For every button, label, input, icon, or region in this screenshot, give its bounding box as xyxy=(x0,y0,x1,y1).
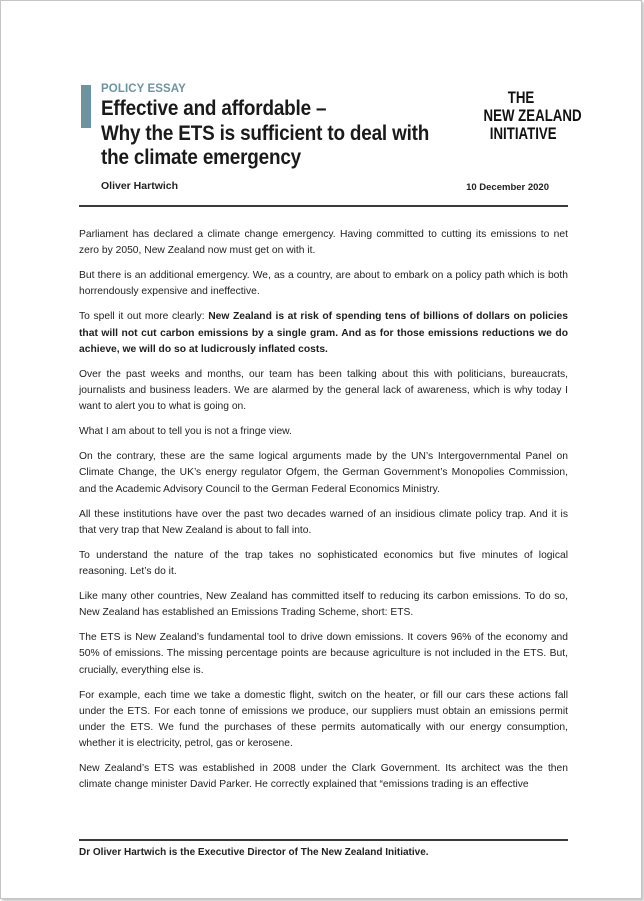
paragraph: Like many other countries, New Zealand has committed itself to reducing its carbon emissions. To do so, New Zealand has established an Emissions Trading Scheme, short: ETS. xyxy=(79,591,568,619)
title-line-1: Effective and affordable – xyxy=(101,97,327,120)
logo-line-3: INITIATIVE xyxy=(489,124,557,143)
paragraph: But there is an additional emergency. We, as a country, are about to embark on a policy path which is both horrendously expensive and ineffective. xyxy=(79,270,568,298)
paragraph: The ETS is New Zealand’s fundamental tool to drive down emissions. It covers 96% of the economy and 50% of emissions. The missing percentage points are because agriculture is not included in the ETS. But, crucially, everything else is. xyxy=(79,632,568,676)
paragraph: Parliament has declared a climate change emergency. Having committed to cutting its emissions to net zero by 2050, New Zealand now must get on with it. xyxy=(79,229,568,257)
publication-date: 10 December 2020 xyxy=(466,182,549,193)
logo-line-2: NEW ZEALAND xyxy=(483,106,582,125)
paragraph xyxy=(79,309,568,358)
essay-category: POLICY ESSAY xyxy=(101,83,186,95)
paragraph: For example, each time we take a domestic flight, switch on the heater, or fill our cars these actions fall under the ETS. For each tonne of emissions we produce, our suppliers must obtain an emissions permit under the ETS. We fund the purchases of these permits automatically with our energy consumption, whether it is electricity, petrol, gas or kerosene. xyxy=(79,689,568,750)
title-line-2: Why the ETS is sufficient to deal with xyxy=(101,121,430,145)
paragraph: What I am about to tell you is not a fringe view. xyxy=(79,426,292,438)
paragraph: To understand the nature of the trap takes no sophisticated economics but five minutes of logical reasoning. Let’s do it. xyxy=(79,549,568,578)
paragraph: On the contrary, these are the same logical arguments made by the UN’s Intergovernmental Panel on Climate Change, the UK’s energy regulator Ofgem, the German Government’s Monopolies Commission, and the Academic Advisory Council to the German Federal Economics Ministry. xyxy=(79,451,568,495)
footer-divider xyxy=(79,839,568,841)
header-divider xyxy=(79,205,568,207)
page-title xyxy=(101,97,443,171)
accent-bar xyxy=(81,85,91,128)
paragraph: Over the past weeks and months, our team has been talking about this with politicians, bureaucrats, journalists and business leaders. We are alarmed by the general lack of awareness, which is why today I want to alert you to what is going on. xyxy=(79,368,568,413)
essay-body xyxy=(79,227,568,802)
logo-line-1: THE xyxy=(507,88,535,107)
paragraph: New Zealand’s ETS was established in 2008 under the Clark Government. Its architect was the then climate change minister David Parker. He correctly explained that “emissions trading is an effective xyxy=(79,763,568,791)
paragraph-lead: To spell it out more clearly: xyxy=(79,311,209,323)
nz-initiative-logo xyxy=(483,88,582,143)
author-bio-note: Dr Oliver Hartwich is the Executive Director of The New Zealand Initiative. xyxy=(79,847,429,858)
author-name: Oliver Hartwich xyxy=(101,180,179,192)
title-line-3: the climate emergency xyxy=(101,146,302,169)
paragraph: All these institutions have over the past two decades warned of an insidious climate policy trap. And it is that very trap that New Zealand is about to fall into. xyxy=(79,508,568,536)
bold-sentence: New Zealand is at risk of spending tens of billions of dollars on policies that will not cut carbon emissions by a single gram. And as for those emissions reductions we do achieve, we will do so at ludicrously inflated costs. xyxy=(79,311,568,355)
